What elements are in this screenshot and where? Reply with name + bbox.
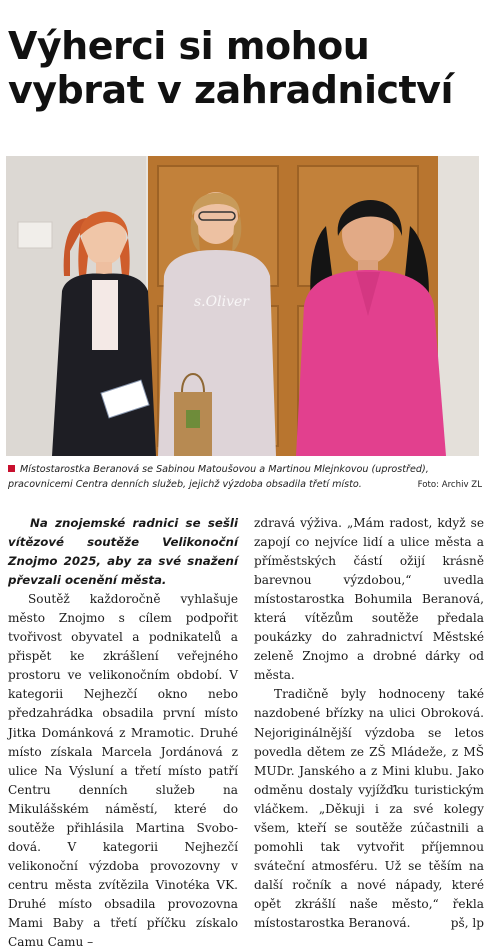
headline xyxy=(8,24,486,112)
svg-text:s.Oliver: s.Oliver xyxy=(194,294,249,310)
headline-line-2: vybrat v zahradnictví xyxy=(8,68,453,112)
photo-caption xyxy=(8,463,482,492)
article-photo xyxy=(6,156,479,456)
photo-credit: Foto: Archiv ZL xyxy=(417,479,482,490)
article-paragraph-1-part-a: Soutěž každoročně vyhlašuje město Znojmo s cílem podpořit tvořivost obyvatel a podnikatelů a přispět ke zkrášlení veřejného prostoru ve velikonočním období. V kategorii Nejhezčí okno nebo předzahrádka obsadila první místo Jitka Dománková z Mramotic. Druhé místo získala Marcela Jordánová z ulice Na Výsluní a třetí místo patří Centru denních služeb na Mikulášském náměstí, které do soutěže přihlásila Martina Svobodová. V kategorii Nejhezčí velikonoční výzdoba provozovny v centru města zvítězila Vinotéka VK. Druhé místo obsadila provozovna Mami Baby a třetí příčku získalo Camu Camu – xyxy=(8,592,238,950)
caption-text: Místostarostka Beranová se Sabinou Matoušovou a Martinou Mlejnkovou (uprostřed), pracovnicemi Centra denních služeb, jejichž výzdoba obsadila třetí místo. xyxy=(8,464,429,490)
article-column-left xyxy=(8,514,238,952)
caption-marker-icon xyxy=(8,465,15,472)
article-lead: Na znojemské radnici se sešli vítězové soutěže Velikonoční Znojmo 2025, aby za své snažení převzali ocenění města. xyxy=(8,516,238,588)
article-paragraph-1-part-b: zdravá výživa. „Mám radost, když se zapojí co nejvíce lidí a ulice města a příměstských částí ožijí krásně barevnou výzdobou,“ uvedla místostarostka Bohumila Beranová, která vítězům soutěže předala poukázky do zahradnictví Městské zeleně Znojmo a drobné dárky od města. xyxy=(254,516,484,683)
article-paragraph-2: Tradičně byly hodnoceny také nazdobené břízky na ulici Obroková. Nejoriginálnější výzdoba se letos povedla dětem ze ZŠ Mládeže, z MŠ MUDr. Janského a z Mini klubu. Jako odměnu dostaly vyjížďku turistickým vláčkem. „Děkuji i za své kolegy všem, kteří se soutěže zúčastnili a pomohli tak vytvořit příjemnou sváteční atmosféru. Už se těším na další ročník a nové nápady, které opět zkrášlí naše město,“ řekla místostarostka Beranová. pš, lp xyxy=(254,685,484,933)
article-signature: pš, lp xyxy=(450,915,484,930)
headline-line-1: Výherci si mohou xyxy=(8,24,370,68)
photo-three-women-icon xyxy=(6,156,479,456)
article-column-right xyxy=(254,514,484,933)
